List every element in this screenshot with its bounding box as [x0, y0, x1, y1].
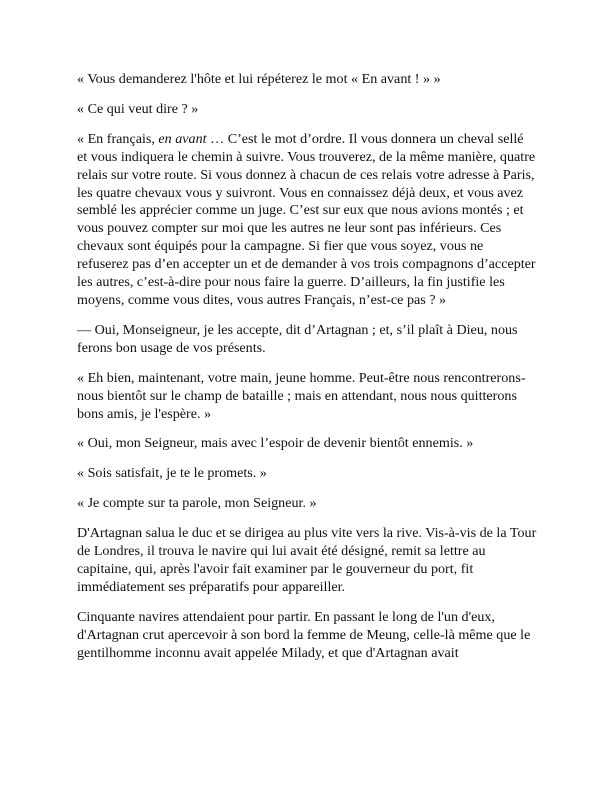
paragraph-fifty-ships: Cinquante navires attendaient pour partir. En passant le long de l'un d'eux, d'Artagnan crut apercevoir à son bord la femme de Meung, celle-là même que le gentilhomme inconnu avait appelée Milady, et que d'Artagnan avait — [77, 608, 531, 661]
paragraph-rest: … C’est le mot d’ordre. Il vous donnera un cheval sellé et vous indiquera le chemin à suivre. Vous trouverez, de la même manière, quatre relais sur votre route. Si vous donnez à chacun de ces relais votre adresse à Paris, les quatre chevaux vous y suivront. Vous en connaissez déjà deux, et vous avez semblé les apprécier comme un juge. C’est sur eux que nous avions montés ; et vous pouvez compter sur moi que les autres ne leur sont pas inférieurs. Ces chevaux sont équipés pour la campagne. Si fier que vous soyez, vous ne refuserez pas d’en accepter un et de demander à vos trois compagnons d’accepter les autres, c’est-à-dire pour nous faire la guerre. D’ailleurs, la fin justifie les moyens, comme vous dites, vous autres Français, n’est-ce pas ? » — [77, 130, 536, 308]
paragraph-enemies-hope: « Oui, mon Seigneur, mais avec l’espoir de devenir bientôt ennemis. » — [77, 435, 474, 452]
paragraph-horses-explanation — [77, 131, 537, 310]
paragraph-handshake: « Eh bien, maintenant, votre main, jeune homme. Peut-être nous rencontrerons-nous bientôt sur le champ de bataille ; mais en attendant, nous nous quitterons bons amis, je l'espère. » — [77, 369, 526, 422]
paragraph-inn-password: « Vous demanderez l'hôte et lui répéterez le mot « En avant ! » » — [77, 71, 441, 87]
paragraph-departure: D'Artagnan salua le duc et se dirigea au plus vite vers la rive. Vis-à-vis de la Tour de Londres, il trouva le navire qui lui avait été désigné, remit sa lettre au capitaine, qui, après l'avoir fait examiner par le gouverneur du port, fit immédiatement ses préparatifs pour appareiller. — [77, 525, 537, 595]
paragraph-word: « Je compte sur ta parole, mon Seigneur. » — [77, 495, 317, 512]
paragraph-question: « Ce qui veut dire ? » — [77, 100, 199, 117]
italic-term: en avant — [158, 130, 207, 147]
body-text — [77, 71, 537, 674]
paragraph-dartagnan-accepts: — Oui, Monseigneur, je les accepte, dit d’Artagnan ; et, s’il plaît à Dieu, nous ferons bon usage de vos présents. — [77, 321, 518, 356]
paragraph-promise: « Sois satisfait, je te le promets. » — [77, 465, 267, 482]
paragraph-prefix: « En français, — [77, 130, 159, 147]
